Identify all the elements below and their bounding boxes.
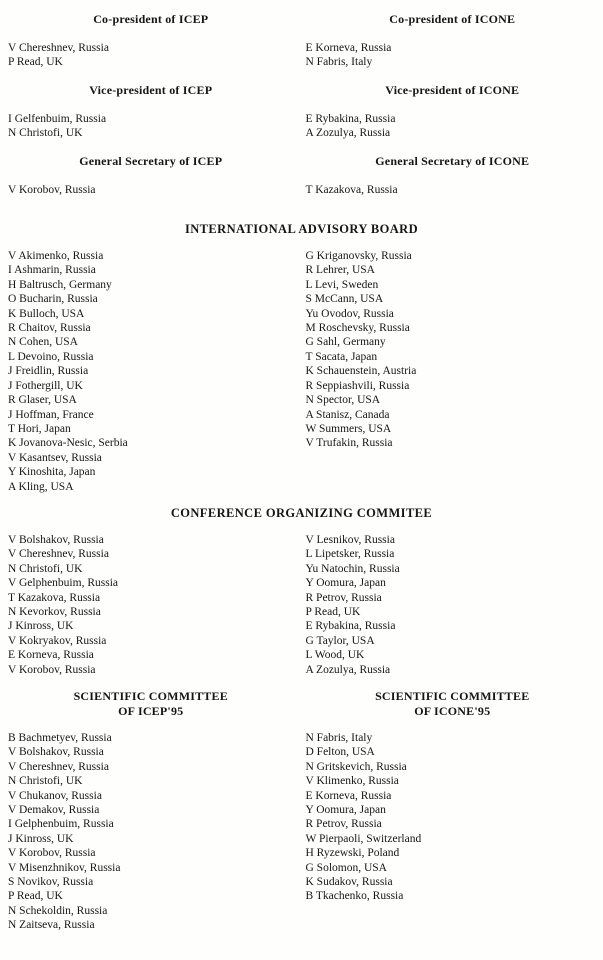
member-name: G Sahl, Germany: [305, 336, 386, 349]
member-name: J Freidlin, Russia: [8, 365, 89, 378]
member-name: V Kokryakov, Russia: [8, 634, 107, 647]
member-name: L Levi, Sweden: [305, 278, 379, 291]
member-name: V Lesnikov, Russia: [305, 533, 395, 546]
member-name: V Trufakin, Russia: [305, 437, 393, 450]
member-name: I Gelphenbuim, Russia: [8, 818, 114, 831]
advisory-board-section: [0, 222, 603, 494]
officer-group-title: Vice-president of ICONE: [385, 82, 520, 97]
scientific-committees-section: [0, 689, 603, 933]
member-name: K Bulloch, USA: [8, 307, 85, 320]
officer-name-list: [0, 183, 302, 197]
member-name: L Lipetsker, Russia: [305, 548, 395, 561]
scientific-committee-icone-list: [302, 731, 603, 933]
member-name: Yu Ovodov, Russia: [305, 307, 394, 320]
officer-group-title: Co-president of ICONE: [389, 12, 516, 26]
member-name: V Kasantsev, Russia: [8, 451, 102, 464]
member-name: V Gelphenbuim, Russia: [8, 577, 118, 590]
officer-name-list: [302, 112, 603, 141]
member-name: S Novikov, Russia: [8, 876, 94, 889]
officer-group-copresident-icone: [302, 12, 603, 70]
officer-group-secretary-icone: [302, 154, 603, 197]
organizing-committee-columns: [0, 533, 603, 677]
member-name: W Pierpaoli, Switzerland: [305, 832, 422, 845]
member-name: V Demakov, Russia: [8, 804, 100, 817]
member-name: V Klimenko, Russia: [305, 775, 399, 788]
member-name: N Zaitseva, Russia: [8, 919, 95, 932]
spacer: [0, 719, 603, 731]
member-name: R Seppiashvili, Russia: [305, 379, 410, 392]
member-name: V Chukanov, Russia: [8, 789, 102, 802]
member-name: V Bolshakov, Russia: [8, 533, 104, 546]
organizing-committee-left-list: [0, 533, 302, 677]
scientific-committee-title-line1: SCIENTIFIC COMMITTEE: [73, 689, 228, 703]
officer-group-copresident-icep: [0, 12, 302, 70]
member-name: V Chereshnev, Russia: [8, 42, 109, 54]
member-name: A Zozulya, Russia: [305, 663, 391, 676]
member-name: P Read, UK: [305, 605, 361, 618]
officer-name-list: [0, 112, 302, 141]
member-name: E Korneva, Russia: [305, 789, 392, 802]
member-name: I Gelfenbuim, Russia: [8, 112, 107, 125]
scientific-committee-icep-list: [0, 731, 302, 933]
officer-group-title: General Secretary of ICONE: [375, 153, 530, 168]
member-name: R Lehrer, USA: [305, 264, 375, 277]
member-name: J Kinross, UK: [8, 832, 74, 845]
member-name: V Bolshakov, Russia: [8, 746, 104, 759]
member-name: V Akimenko, Russia: [8, 250, 104, 263]
member-name: K Sudakov, Russia: [305, 876, 393, 889]
member-name: K Schauenstein, Austria: [305, 365, 417, 378]
member-name: E Rybakina, Russia: [305, 112, 396, 125]
member-name: O Bucharin, Russia: [8, 293, 98, 306]
member-name: G Taylor, USA: [305, 634, 375, 647]
member-name: A Zozulya, Russia: [305, 127, 391, 140]
member-name: R Petrov, Russia: [305, 591, 382, 604]
member-name: S McCann, USA: [305, 293, 384, 306]
advisory-board-left-list: [0, 249, 302, 494]
organizing-committee-right-list: [302, 533, 603, 677]
member-name: V Korobov, Russia: [8, 183, 96, 196]
member-name: M Roschevsky, Russia: [305, 322, 410, 335]
officer-group-vicepresident-icep: [0, 83, 302, 141]
member-name: R Glaser, USA: [8, 394, 77, 407]
member-name: K Jovanova-Nesic, Serbia: [8, 437, 128, 450]
officers-icone-column: [302, 12, 603, 210]
member-name: P Read, UK: [8, 890, 63, 903]
member-name: J Fothergill, UK: [8, 379, 83, 392]
officer-group-title: Co-president of ICEP: [93, 12, 209, 26]
scientific-committee-title-line2: OF ICEP'95: [118, 704, 184, 718]
scientific-committee-columns: [0, 731, 603, 933]
member-name: N Christofi, UK: [8, 775, 83, 788]
advisory-board-title: INTERNATIONAL ADVISORY BOARD: [184, 222, 419, 237]
officers-section: [0, 12, 603, 210]
member-name: T Hori, Japan: [8, 422, 71, 435]
member-name: T Sacata, Japan: [305, 350, 378, 363]
member-name: E Rybakina, Russia: [305, 620, 396, 633]
scientific-committee-icep-title: [0, 689, 302, 719]
member-name: N Schekoldin, Russia: [8, 904, 108, 917]
member-name: V Chereshnev, Russia: [8, 760, 109, 773]
member-name: A Kling, USA: [8, 480, 74, 493]
scientific-committee-titles: [0, 689, 603, 719]
member-name: N Kevorkov, Russia: [8, 605, 101, 618]
member-name: Yu Natochin, Russia: [305, 562, 400, 575]
member-name: R Petrov, Russia: [305, 818, 382, 831]
member-name: J Hoffman, France: [8, 408, 94, 421]
member-name: H Baltrusch, Germany: [8, 278, 112, 291]
officer-name-list: [0, 41, 302, 70]
member-name: P Read, UK: [8, 56, 63, 69]
member-name: Y Kinoshita, Japan: [8, 466, 96, 479]
member-name: E Korneva, Russia: [305, 42, 392, 54]
advisory-board-right-list: [302, 249, 603, 494]
organizing-committee-title: CONFERENCE ORGANIZING COMMITEE: [170, 505, 433, 520]
member-name: G Kriganovsky, Russia: [305, 250, 412, 263]
member-name: Y Oomura, Japan: [305, 577, 386, 590]
member-name: N Spector, USA: [305, 394, 381, 407]
member-name: W Summers, USA: [305, 422, 392, 435]
member-name: T Kazakova, Russia: [8, 591, 101, 604]
member-name: N Cohen, USA: [8, 336, 78, 349]
member-name: N Christofi, UK: [8, 562, 83, 575]
officer-name-list: [302, 183, 603, 197]
member-name: G Solomon, USA: [305, 861, 387, 874]
officer-group-vicepresident-icone: [302, 83, 603, 141]
officers-icep-column: [0, 12, 302, 210]
member-name: J Kinross, UK: [8, 620, 74, 633]
member-name: N Fabris, Italy: [305, 56, 373, 69]
member-name: N Christofi, UK: [8, 127, 83, 140]
member-name: H Ryzewski, Poland: [305, 847, 400, 860]
member-name: Y Oomura, Japan: [305, 804, 386, 817]
member-name: A Stanisz, Canada: [305, 408, 390, 421]
member-name: D Felton, USA: [305, 746, 375, 759]
member-name: L Wood, UK: [305, 649, 365, 662]
member-name: B Tkachenko, Russia: [305, 890, 404, 903]
member-name: E Korneva, Russia: [8, 649, 94, 662]
member-name: I Ashmarin, Russia: [8, 264, 96, 277]
officer-group-title: General Secretary of ICEP: [79, 153, 223, 168]
member-name: L Devoino, Russia: [8, 350, 94, 363]
advisory-board-columns: [0, 249, 603, 494]
officer-group-title: Vice-president of ICEP: [89, 82, 213, 97]
organizing-committee-section: [0, 506, 603, 677]
officer-group-secretary-icep: [0, 154, 302, 197]
member-name: T Kazakova, Russia: [305, 183, 398, 196]
member-name: N Fabris, Italy: [305, 732, 373, 744]
member-name: V Korobov, Russia: [8, 847, 96, 860]
officer-name-list: [302, 41, 603, 70]
member-name: V Chereshnev, Russia: [8, 548, 109, 561]
member-name: R Chaitov, Russia: [8, 322, 91, 335]
scientific-committee-title-line1: SCIENTIFIC COMMITTEE: [375, 689, 530, 703]
member-name: V Misenzhnikov, Russia: [8, 861, 121, 874]
member-name: B Bachmetyev, Russia: [8, 732, 112, 744]
scientific-committee-icone-title: [302, 689, 603, 719]
member-name: N Gritskevich, Russia: [305, 760, 407, 773]
scientific-committee-title-line2: OF ICONE'95: [414, 704, 491, 718]
member-name: V Korobov, Russia: [8, 663, 96, 676]
